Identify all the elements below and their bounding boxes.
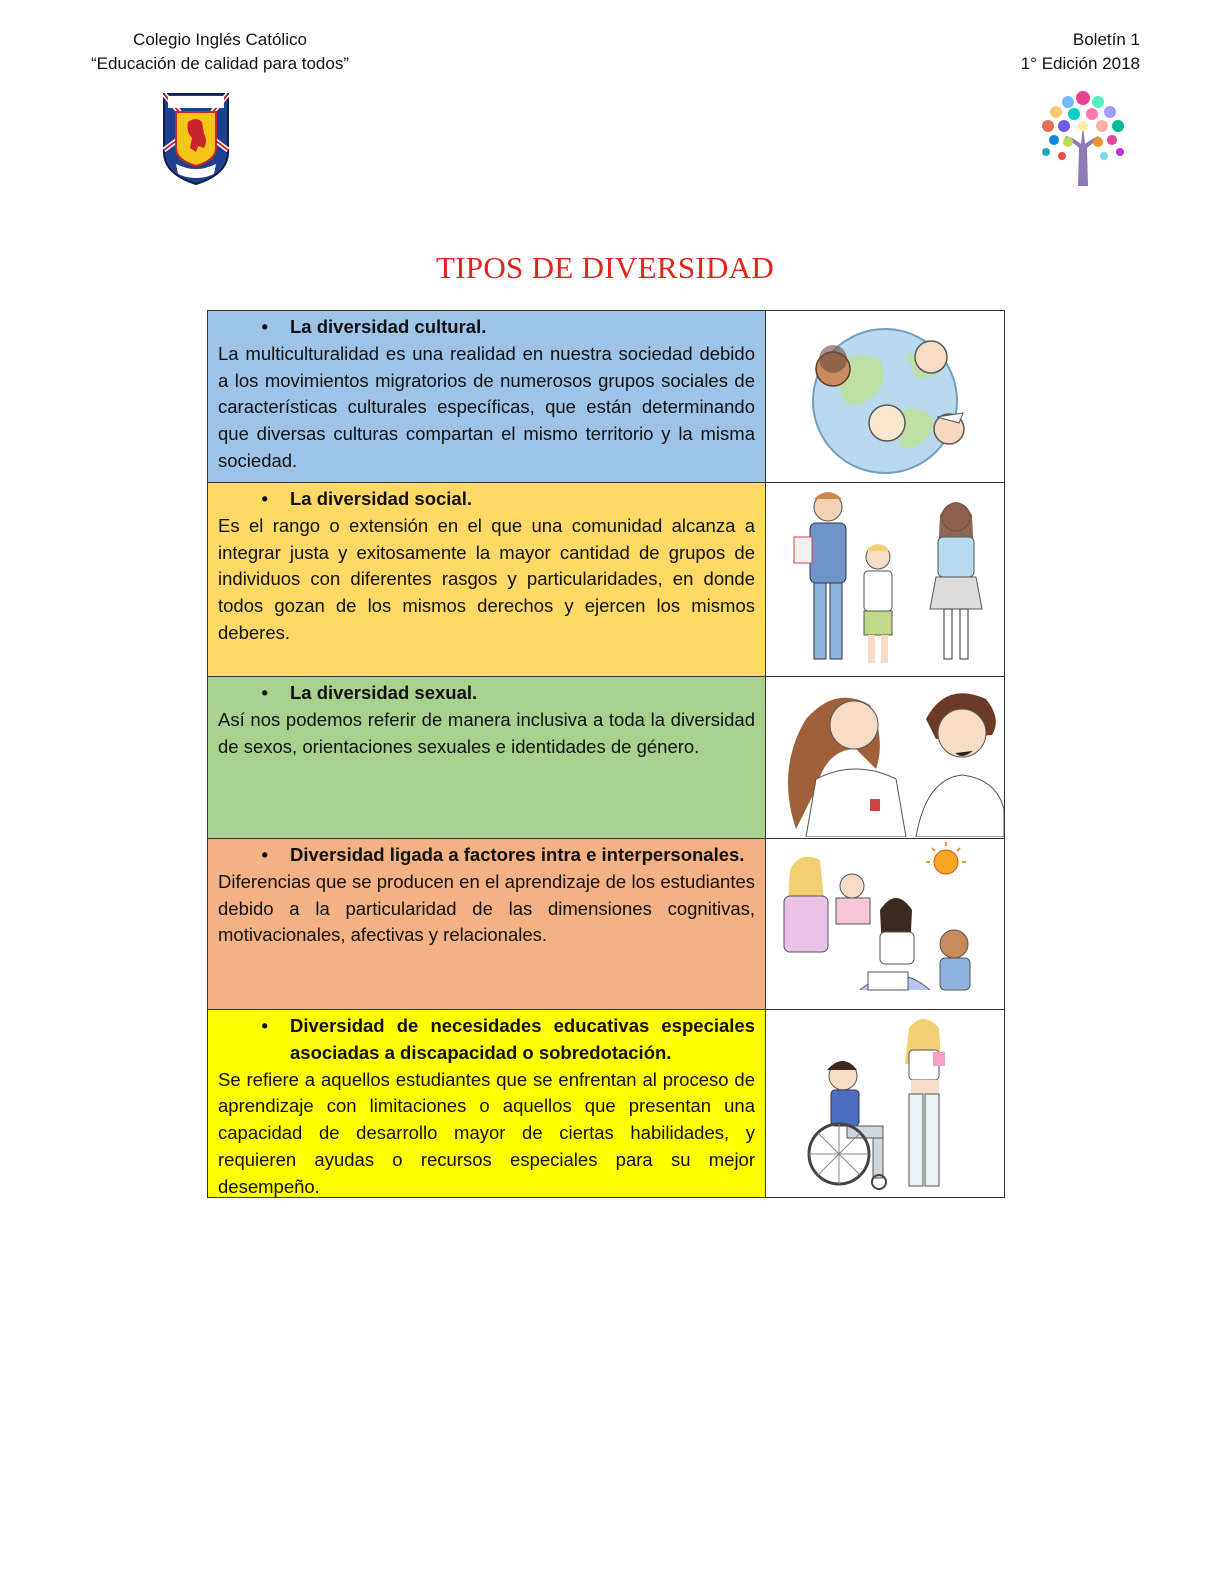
diversity-table xyxy=(207,310,1005,1198)
bulletin-edition: 1° Edición 2018 xyxy=(1020,54,1140,73)
row-heading: Diversidad de necesidades educativas especiales asociadas a discapacidad o sobredotación. xyxy=(290,1015,755,1063)
bullet-icon: • xyxy=(261,682,268,703)
school-name: Colegio Inglés Católico xyxy=(133,30,307,49)
school-crest-logo xyxy=(160,90,232,186)
row-text-cell xyxy=(208,839,766,1009)
header-right xyxy=(1021,28,1140,76)
page-title: TIPOS DE DIVERSIDAD xyxy=(435,250,775,285)
school-motto: “Educación de calidad para todos” xyxy=(91,54,349,73)
table-row xyxy=(208,311,1004,483)
row-heading: Diversidad ligada a factores intra e interpersonales. xyxy=(290,844,745,865)
two-students-illustration xyxy=(766,677,1004,838)
row-heading: La diversidad sexual. xyxy=(290,682,478,703)
row-body: Es el rango o extensión en el que una comunidad alcanza a integrar justa y exitosamente la mayor cantidad de grupos de individuos con diferentes rasgos y particularidades, en donde todos gozan de los mismos derechos y ejercen los mismos deberes. xyxy=(218,514,755,643)
row-heading: La diversidad social. xyxy=(290,488,472,509)
students-learning-illustration xyxy=(766,839,1004,1009)
row-body: Así nos podemos referir de manera inclusiva a toda la diversidad de sexos, orientaciones sexuales e identidades de género. xyxy=(218,708,755,757)
row-body: La multiculturalidad es una realidad en nuestra sociedad debido a los movimientos migratorios de numerosos grupos sociales de características culturales específicas, que están determinando que diversas culturas compartan el mismo territorio y la misma sociedad. xyxy=(218,342,755,471)
row-heading: La diversidad cultural. xyxy=(290,316,487,337)
globe-children-illustration xyxy=(766,311,1004,482)
row-text-cell xyxy=(208,1010,766,1197)
bullet-icon: • xyxy=(261,1015,268,1036)
row-text-cell xyxy=(208,483,766,676)
bullet-icon: • xyxy=(261,844,268,865)
row-body: Se refiere a aquellos estudiantes que se enfrentan al proceso de aprendizaje con limitaciones o aquellos que presentan una capacidad de desarrollo mayor de ciertas habilidades, y requieren ayudas o recursos especiales para su mejor desempeño. xyxy=(218,1068,755,1197)
header-left xyxy=(70,28,370,76)
table-row xyxy=(208,483,1004,677)
bulletin-number: Boletín 1 xyxy=(1072,30,1140,49)
row-text-cell xyxy=(208,677,766,838)
tree-of-hands-logo xyxy=(1038,86,1128,188)
bullet-icon: • xyxy=(261,488,268,509)
students-group-illustration xyxy=(766,483,1004,676)
table-row xyxy=(208,1010,1004,1197)
wheelchair-student-illustration xyxy=(766,1010,1004,1197)
row-body: Diferencias que se producen en el aprendizaje de los estudiantes debido a la particularidad de las dimensiones cognitivas, motivacionales, afectivas y relacionales. xyxy=(218,870,755,946)
row-text-cell xyxy=(208,311,766,482)
bullet-icon: • xyxy=(261,316,268,337)
table-row xyxy=(208,677,1004,839)
table-row xyxy=(208,839,1004,1010)
